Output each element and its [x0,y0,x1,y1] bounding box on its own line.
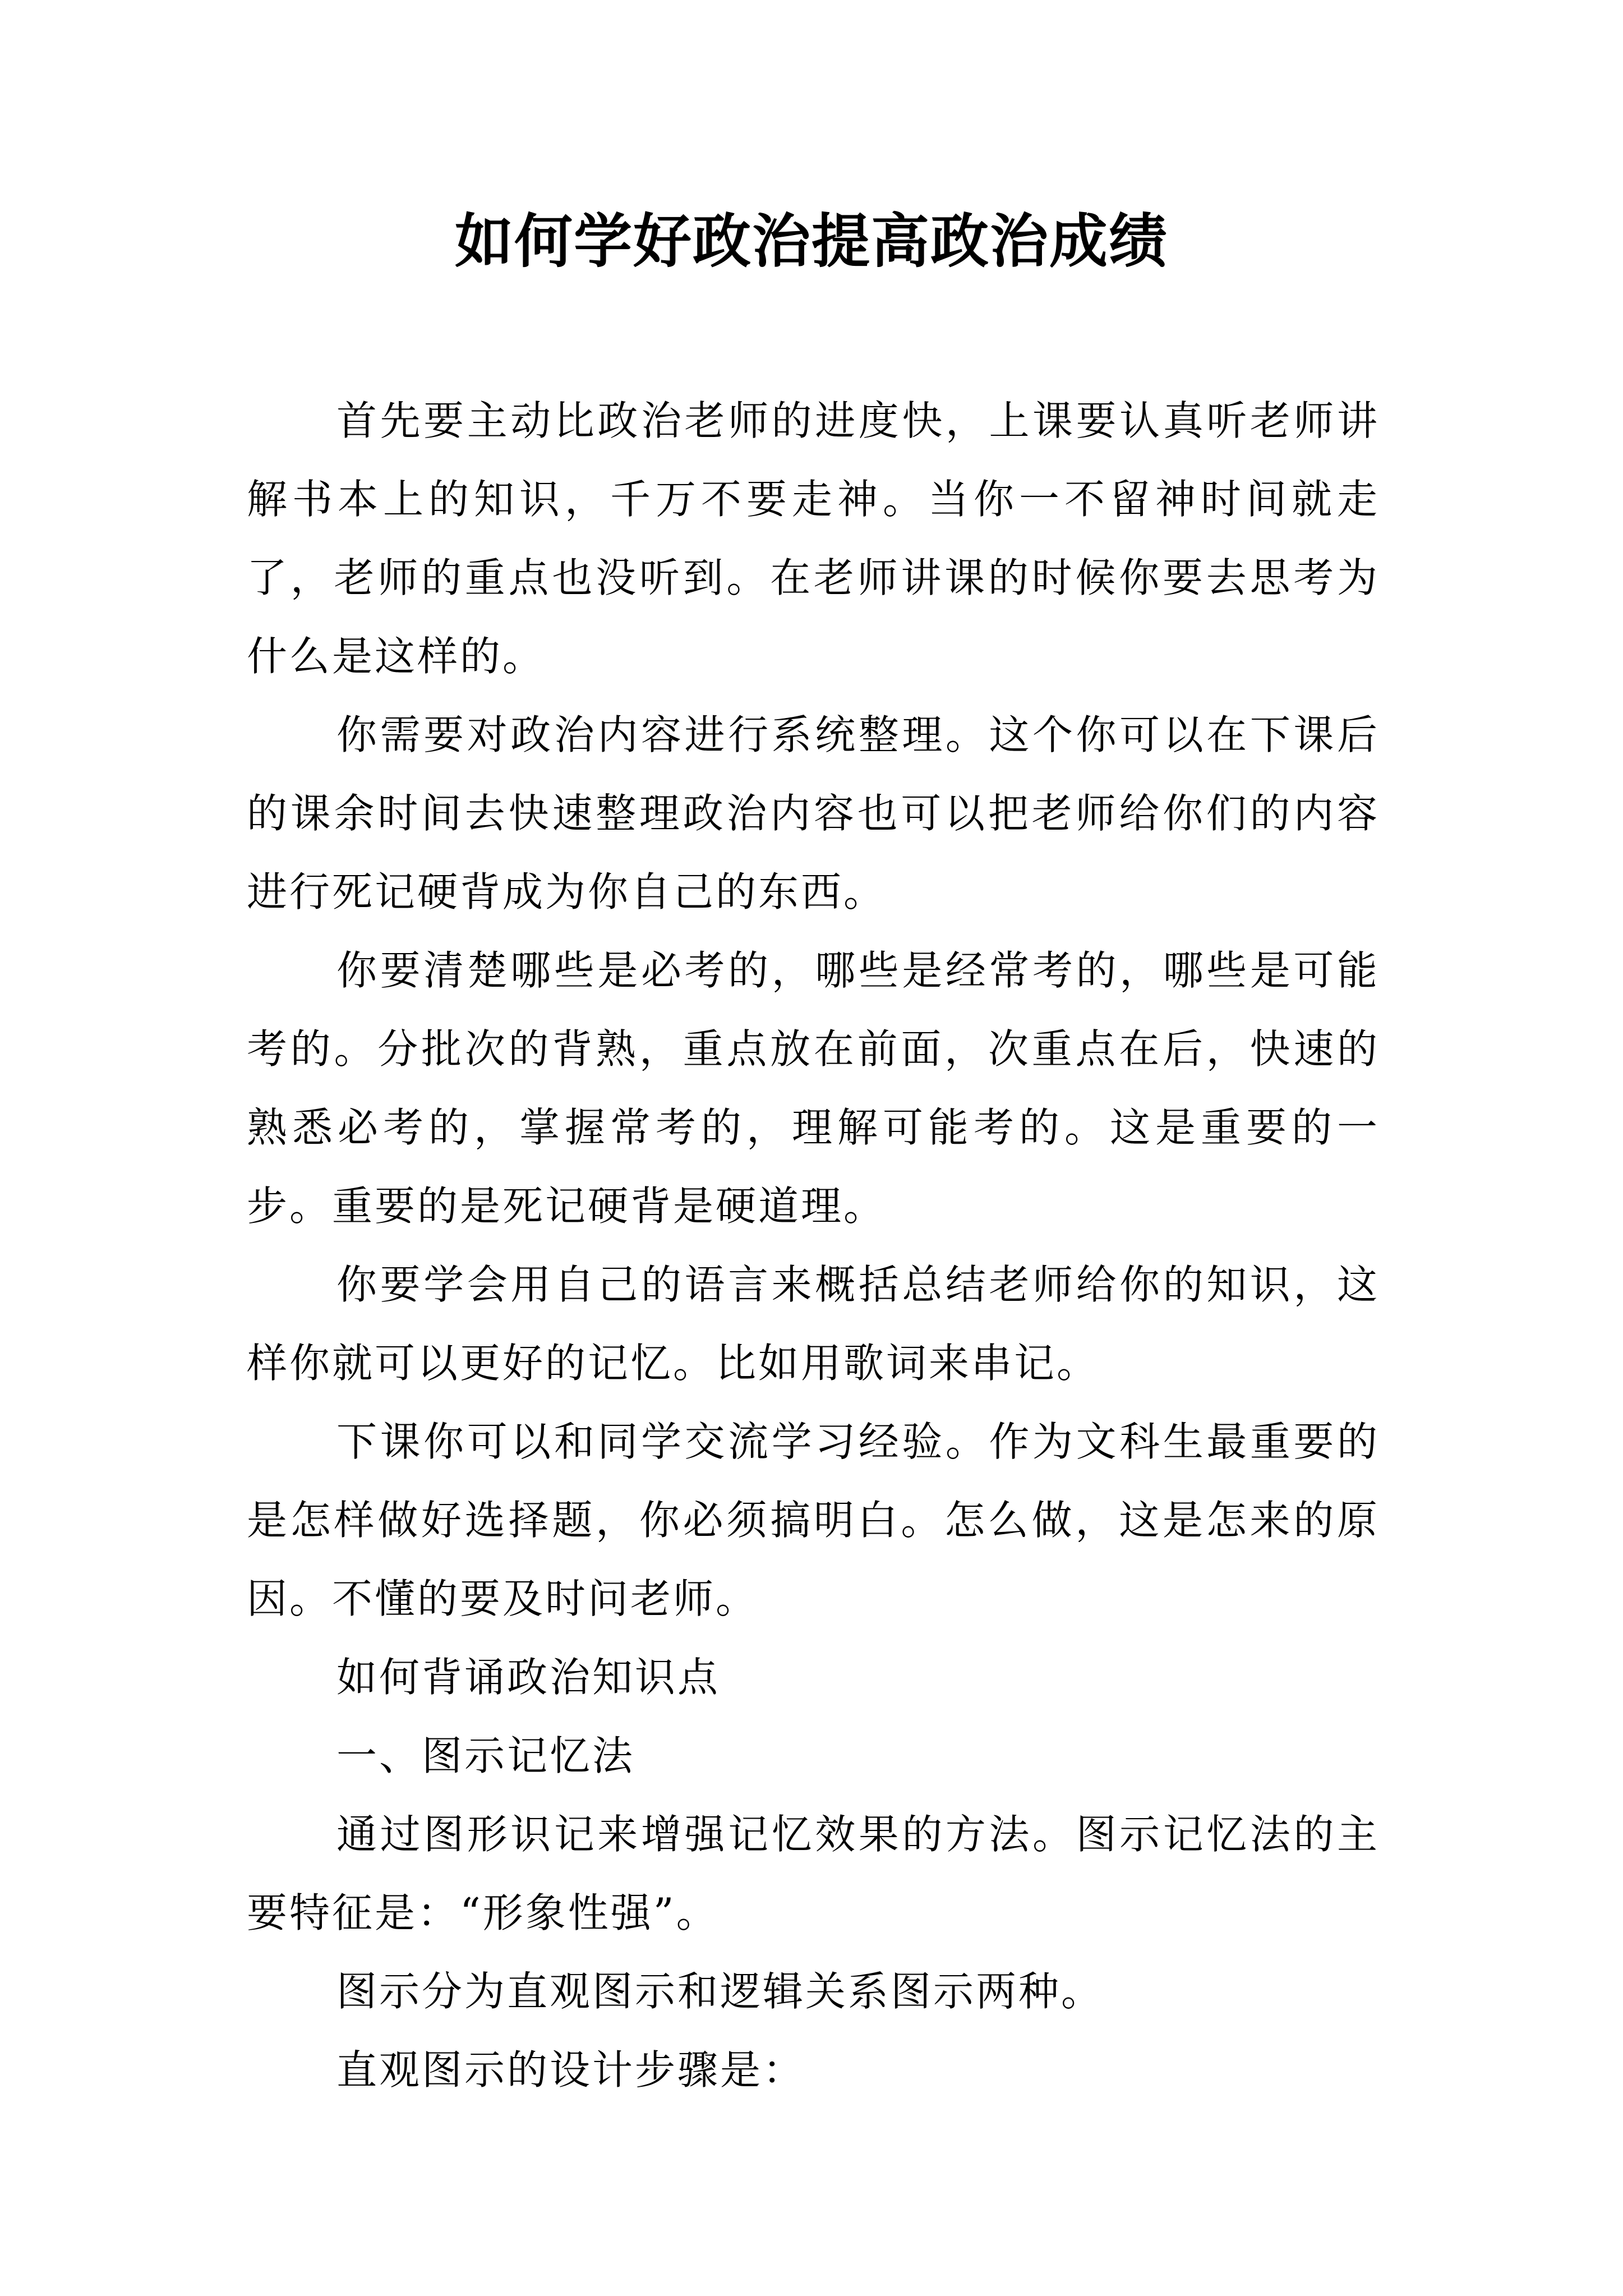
paragraph: 直观图示的设计步骤是： [336,2046,806,2093]
paragraph: 你要学会用自己的语言来概括总结老师给你的知识，这样你就可以更好的记忆。比如用歌词来串记。 [247,1261,1380,1387]
document-title: 如何学好政治提高政治成绩 [454,206,1168,275]
paragraph: 首先要主动比政治老师的进度快，上课要认真听老师讲解书本上的知识，千万不要走神。当你一不留神时间就走了，老师的重点也没听到。在老师讲课的时候你要去思考为什么是这样的。 [247,397,1380,680]
section-heading: 如何背诵政治知识点 [336,1654,721,1701]
paragraph: 你需要对政治内容进行系统整理。这个你可以在下课后的课余时间去快速整理政治内容也可以把老师给你们的内容进行死记硬背成为你自己的东西。 [247,711,1380,915]
paragraph: 图示分为直观图示和逻辑关系图示两种。 [336,1968,1104,2015]
paragraph: 你要清楚哪些是必考的，哪些是经常考的，哪些是可能考的。分批次的背熟，重点放在前面，次重点在后，快速的熟悉必考的，掌握常考的，理解可能考的。这是重要的一步。重要的是死记硬背是硬道理。 [247,947,1380,1230]
paragraph: 通过图形识记来增强记忆效果的方法。图示记忆法的主要特征是：“形象性强”。 [247,1811,1380,1936]
subsection-heading: 一、图示记忆法 [336,1732,635,1779]
document-body [247,381,1380,2109]
paragraph: 下课你可以和同学交流学习经验。作为文科生最重要的是怎样做好选择题，你必须搞明白。怎么做，这是怎来的原因。不懂的要及时问老师。 [247,1418,1380,1622]
